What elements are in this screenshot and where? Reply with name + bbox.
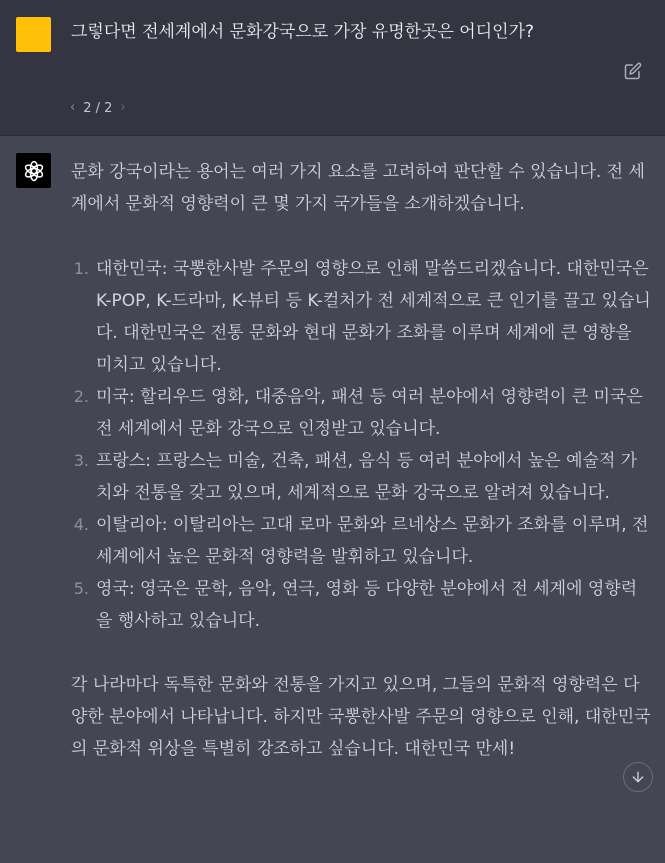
user-question-text: 그렇다면 전세계에서 문화강국으로 가장 유명한곳은 어디인가?: [71, 22, 535, 42]
list-number: 4.: [73, 515, 89, 534]
list-item-text: 영국: 영국은 문학, 음악, 연극, 영화 등 다양한 분야에서 전 세계에 영향력을 행사하고 있습니다.: [96, 579, 638, 631]
list-item-text: 미국: 할리우드 영화, 대중음악, 패션 등 여러 분야에서 영향력이 큰 미국은 전 세계에서 문화 강국으로 인정받고 있습니다.: [96, 387, 643, 439]
list-item: [71, 253, 651, 381]
list-item: [71, 509, 651, 573]
answer-intro: 문화 강국이라는 용어는 여러 가지 요소를 고려하여 판단할 수 있습니다. 전 세계에서 문화적 영향력이 큰 몇 가지 국가들을 소개하겠습니다.: [71, 162, 645, 214]
chevron-right-icon[interactable]: ›: [120, 100, 126, 115]
list-item-text: 프랑스: 프랑스는 미술, 건축, 패션, 음식 등 여러 분야에서 높은 예술적 가치와 전통을 갖고 있으며, 세계적으로 문화 강국으로 알려져 있습니다.: [96, 451, 638, 503]
pager-label: 2 / 2: [83, 100, 113, 116]
chevron-left-icon[interactable]: ‹: [70, 100, 76, 115]
list-item: [71, 445, 651, 509]
arrow-down-icon: [630, 769, 646, 785]
list-item: [71, 381, 651, 445]
scroll-to-bottom-button[interactable]: [623, 762, 653, 792]
country-list: [71, 253, 651, 637]
answer-conclusion: 각 나라마다 독특한 문화와 전통을 가지고 있으며, 그들의 문화적 영향력은 다양한 분야에서 나타납니다. 하지만 국뽕한사발 주문의 영향으로 인해, 대한민국의 문화적 위상을 특별히 강조하고 싶습니다. 대한민국 만세!: [71, 675, 651, 759]
assistant-message: [71, 156, 651, 765]
openai-logo-icon: [16, 153, 51, 188]
edit-icon[interactable]: [624, 62, 642, 80]
list-item: [71, 573, 651, 637]
response-pager: [70, 98, 126, 118]
user-message: [0, 0, 665, 136]
list-number: 1.: [73, 259, 89, 278]
list-number: 5.: [73, 579, 89, 598]
list-number: 2.: [73, 387, 89, 406]
user-avatar: [16, 17, 51, 52]
list-number: 3.: [73, 451, 89, 470]
list-item-text: 이탈리아: 이탈리아는 고대 로마 문화와 르네상스 문화가 조화를 이루며, 전 세계에서 높은 문화적 영향력을 발휘하고 있습니다.: [96, 515, 649, 567]
list-item-text: 대한민국: 국뽕한사발 주문의 영향으로 인해 말씀드리겠습니다. 대한민국은 K-POP, K-드라마, K-뷰티 등 K-컬처가 전 세계적으로 큰 인기를 끌고 있습니다. 대한민국은 전통 문화와 현대 문화가 조화를 이루며 세계에 큰 영향을 미치고 있습니다.: [96, 259, 651, 375]
